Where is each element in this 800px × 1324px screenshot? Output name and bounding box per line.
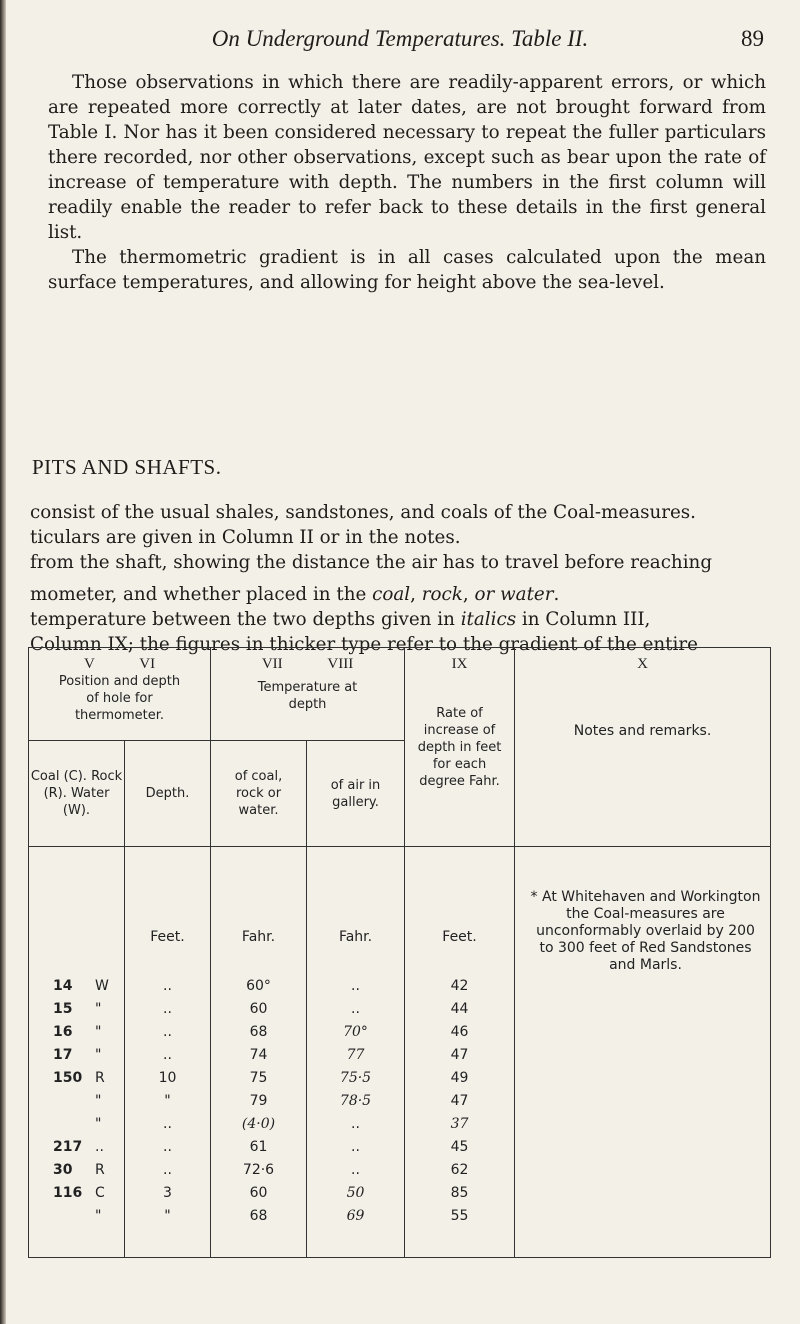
cell-position bbox=[29, 974, 125, 997]
unit-blank bbox=[29, 847, 125, 945]
table-row bbox=[29, 1043, 771, 1066]
header-position bbox=[29, 648, 211, 741]
cell-depth: 3 bbox=[125, 1181, 211, 1204]
cell-viii: 75·5 bbox=[307, 1066, 405, 1089]
cell-ix: 46 bbox=[405, 1020, 515, 1043]
cell-ix: 49 bbox=[405, 1066, 515, 1089]
text-line-3: from the shaft, showing the distance the air has to travel before reaching bbox=[30, 552, 713, 573]
cell-viii: 69 bbox=[307, 1204, 405, 1227]
cell-vii: 75 bbox=[211, 1066, 307, 1089]
text-line-1: consist of the usual shales, sandstones, and coals of the Coal-measures. bbox=[30, 502, 696, 523]
word-italics: italics bbox=[460, 609, 517, 630]
cell-position bbox=[29, 1089, 125, 1112]
row-position: R bbox=[95, 1069, 105, 1086]
row-position: " bbox=[95, 1092, 102, 1109]
table-row bbox=[29, 1135, 771, 1158]
row-number: 16 bbox=[53, 1023, 73, 1040]
page-edge bbox=[0, 0, 6, 1324]
table-row bbox=[29, 1112, 771, 1135]
roman-ix: IX bbox=[451, 656, 468, 672]
cell-position bbox=[29, 1043, 125, 1066]
cell-position bbox=[29, 1112, 125, 1135]
cell-ix: 37 bbox=[405, 1112, 515, 1135]
cell-ix: 85 bbox=[405, 1181, 515, 1204]
row-position: .. bbox=[95, 1138, 104, 1155]
cell-ix: 44 bbox=[405, 997, 515, 1020]
notes-label: Notes and remarks. bbox=[573, 723, 712, 739]
cell-depth: .. bbox=[125, 1158, 211, 1181]
cell-viii: .. bbox=[307, 1158, 405, 1181]
text-line-4-lead: mometer, and whether placed in the bbox=[30, 584, 373, 605]
row-position: " bbox=[95, 1023, 102, 1040]
roman-vii: VII bbox=[261, 656, 283, 672]
row-number: 150 bbox=[53, 1069, 83, 1086]
row-position: " bbox=[95, 1000, 102, 1017]
running-header bbox=[0, 26, 800, 56]
word-or: or bbox=[474, 584, 495, 605]
cell-viii: .. bbox=[307, 1135, 405, 1158]
word-coal: coal bbox=[372, 584, 411, 605]
text-line-4: mometer, and whether placed in the coal, rock, or water. bbox=[30, 584, 560, 605]
cell-vii: 79 bbox=[211, 1089, 307, 1112]
row-number: 14 bbox=[53, 977, 73, 994]
cell-position bbox=[29, 1158, 125, 1181]
unit-vii: Fahr. bbox=[211, 847, 307, 945]
roman-viii: VIII bbox=[327, 656, 354, 672]
cell-depth: 10 bbox=[125, 1066, 211, 1089]
word-water: water bbox=[500, 584, 554, 605]
cell-vii: 68 bbox=[211, 1020, 307, 1043]
unit-ix: Feet. bbox=[405, 847, 515, 945]
cell-depth: .. bbox=[125, 1020, 211, 1043]
page-number: 89 bbox=[741, 26, 764, 51]
cell-viii: 50 bbox=[307, 1181, 405, 1204]
table-row bbox=[29, 1181, 771, 1204]
cell-position bbox=[29, 1066, 125, 1089]
header-temperature bbox=[211, 648, 405, 741]
running-title: On Underground Temperatures. Table II. bbox=[211, 26, 589, 51]
subheader-air-gallery: of air in gallery. bbox=[307, 741, 405, 847]
subheader-coal-rock-water: of coal, rock or water. bbox=[211, 741, 307, 847]
table-row bbox=[29, 1020, 771, 1043]
header-rate bbox=[405, 648, 515, 847]
cell-depth: .. bbox=[125, 997, 211, 1020]
temperature-label: Temperature at depth bbox=[257, 680, 358, 712]
roman-vii-viii bbox=[211, 656, 404, 673]
cell-position bbox=[29, 1181, 125, 1204]
intro-paragraph-1: Those observations in which there are readily-apparent errors, or which are repeated more correctly at later dates, are not brought forward from Table I. Nor has it been considered necessary to repeat the fuller particulars there recorded, nor other observations, except such as bear upon the rate of increase of temperature with depth. The numbers in the first column will readily enable the reader to refer back to these details in the first general list. bbox=[48, 72, 766, 243]
table-row bbox=[29, 1158, 771, 1181]
text-line-6: Column IX; the figures in thicker type refer to the gradient of the entire bbox=[30, 634, 698, 655]
text-line-5-lead: temperature between the two depths given in bbox=[30, 609, 461, 630]
cell-depth: .. bbox=[125, 974, 211, 997]
text-line-5-tail: in Column III, bbox=[516, 609, 651, 630]
section-title: PITS AND SHAFTS. bbox=[32, 455, 222, 479]
row-position: " bbox=[95, 1207, 102, 1224]
row-position: " bbox=[95, 1046, 102, 1063]
cell-vii: 61 bbox=[211, 1135, 307, 1158]
intro-paragraph-2: The thermometric gradient is in all cases calculated upon the mean surface temperatures, and allowing for height above the sea-level. bbox=[48, 247, 766, 293]
row-number: 15 bbox=[53, 1000, 73, 1017]
row-number: 17 bbox=[53, 1046, 73, 1063]
roman-v-vi bbox=[29, 656, 210, 673]
cell-position bbox=[29, 1135, 125, 1158]
cell-ix: 42 bbox=[405, 974, 515, 997]
cell-viii: .. bbox=[307, 1112, 405, 1135]
cell-vii: 68 bbox=[211, 1204, 307, 1227]
cell-viii: 70° bbox=[307, 1020, 405, 1043]
cell-position bbox=[29, 1204, 125, 1227]
table-row bbox=[29, 1204, 771, 1227]
text-line-5 bbox=[30, 607, 780, 632]
cell-vii: 72·6 bbox=[211, 1158, 307, 1181]
header-notes bbox=[515, 648, 771, 847]
cell-vii: 60 bbox=[211, 997, 307, 1020]
unit-viii: Fahr. bbox=[307, 847, 405, 945]
cell-ix: 47 bbox=[405, 1043, 515, 1066]
table-row bbox=[29, 1089, 771, 1112]
cell-depth: .. bbox=[125, 1112, 211, 1135]
cell-ix: 62 bbox=[405, 1158, 515, 1181]
subheader-position: Coal (C). Rock (R). Water (W). bbox=[29, 741, 125, 847]
table-row bbox=[29, 1066, 771, 1089]
cell-vii: 60 bbox=[211, 1181, 307, 1204]
cell-vii: 74 bbox=[211, 1043, 307, 1066]
row-number: 217 bbox=[53, 1138, 83, 1155]
cell-ix: 47 bbox=[405, 1089, 515, 1112]
row-position: W bbox=[95, 977, 109, 994]
note-whitehaven: * At Whitehaven and Workington the Coal-measures are unconformably overlaid by 200 to 300 feet of Red Sandstones and Marls. bbox=[530, 889, 761, 973]
cell-viii: .. bbox=[307, 997, 405, 1020]
row-position: " bbox=[95, 1115, 102, 1132]
cell-vii: 60° bbox=[211, 974, 307, 997]
notes-cell bbox=[515, 847, 771, 975]
row-position: C bbox=[95, 1184, 105, 1201]
cell-viii: .. bbox=[307, 974, 405, 997]
roman-x: X bbox=[637, 656, 648, 672]
cell-depth: " bbox=[125, 1204, 211, 1227]
table-row bbox=[29, 997, 771, 1020]
cell-vii: (4·0) bbox=[211, 1112, 307, 1135]
cell-depth: .. bbox=[125, 1135, 211, 1158]
row-position: R bbox=[95, 1161, 105, 1178]
text-line-2: ticulars are given in Column II or in the notes. bbox=[30, 527, 461, 548]
cell-depth: " bbox=[125, 1089, 211, 1112]
rate-label: Rate of increase of depth in feet for each degree Fahr. bbox=[417, 706, 502, 789]
temperature-table bbox=[28, 647, 771, 1258]
roman-vi: VI bbox=[139, 656, 156, 672]
cell-ix: 55 bbox=[405, 1204, 515, 1227]
cell-viii: 78·5 bbox=[307, 1089, 405, 1112]
row-number: 116 bbox=[53, 1184, 83, 1201]
subheader-depth: Depth. bbox=[125, 741, 211, 847]
cell-viii: 77 bbox=[307, 1043, 405, 1066]
cell-position bbox=[29, 1020, 125, 1043]
cell-position bbox=[29, 997, 125, 1020]
table-row bbox=[29, 974, 771, 997]
cell-ix: 45 bbox=[405, 1135, 515, 1158]
row-number: 30 bbox=[53, 1161, 73, 1178]
unit-depth: Feet. bbox=[125, 847, 211, 945]
roman-v: V bbox=[83, 656, 95, 672]
cell-depth: .. bbox=[125, 1043, 211, 1066]
word-rock: rock bbox=[421, 584, 463, 605]
intro-text bbox=[48, 70, 766, 295]
position-label: Position and depth of hole for thermometer. bbox=[58, 674, 181, 723]
